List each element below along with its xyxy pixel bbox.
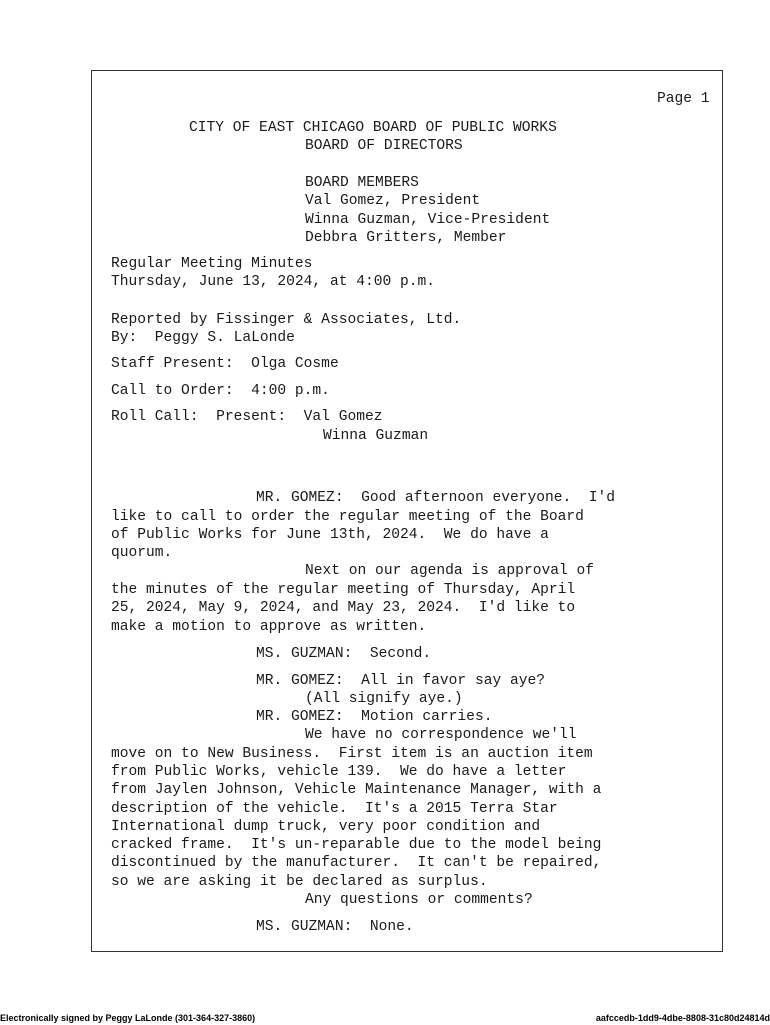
transcript-line: move on to New Business. First item is an auction item	[111, 746, 593, 762]
transcript-line: of Public Works for June 13th, 2024. We do have a	[111, 527, 549, 543]
call-to-order: Call to Order: 4:00 p.m.	[111, 383, 330, 399]
board-members-heading: BOARD MEMBERS	[305, 175, 419, 191]
board-member: Debbra Gritters, Member	[305, 230, 507, 246]
transcript-line: so we are asking it be declared as surplus.	[111, 874, 488, 890]
board-member: Winna Guzman, Vice-President	[305, 212, 551, 228]
transcript-line: the minutes of the regular meeting of Thursday, April	[111, 582, 576, 598]
board-member: Val Gomez, President	[305, 193, 481, 209]
transcript-line: cracked frame. It's un-reparable due to the model being	[111, 837, 602, 853]
transcript-line: MR. GOMEZ: All in favor say aye?	[256, 673, 546, 689]
meeting-datetime: Thursday, June 13, 2024, at 4:00 p.m.	[111, 274, 436, 290]
org-title: CITY OF EAST CHICAGO BOARD OF PUBLIC WORKS	[189, 120, 557, 136]
transcript-line: description of the vehicle. It's a 2015 Terra Star	[111, 801, 558, 817]
transcript-page	[91, 70, 723, 952]
transcript-line: International dump truck, very poor condition and	[111, 819, 541, 835]
transcript-line: Any questions or comments?	[305, 892, 533, 908]
transcript-line: 25, 2024, May 9, 2024, and May 23, 2024. I'd like to	[111, 600, 576, 616]
transcript-line: We have no correspondence we'll	[305, 727, 577, 743]
staff-present: Staff Present: Olga Cosme	[111, 356, 339, 372]
meeting-title: Regular Meeting Minutes	[111, 256, 313, 272]
transcript-line: quorum.	[111, 545, 173, 561]
roll-call-member: Winna Guzman	[323, 428, 429, 444]
board-title: BOARD OF DIRECTORS	[305, 138, 463, 154]
transcript-line: (All signify aye.)	[305, 691, 463, 707]
transcript-line: make a motion to approve as written.	[111, 619, 427, 635]
transcript-line: MR. GOMEZ: Good afternoon everyone. I'd	[256, 490, 616, 506]
transcript-line: MR. GOMEZ: Motion carries.	[256, 709, 493, 725]
reporter-by: By: Peggy S. LaLonde	[111, 330, 295, 346]
transcript-line: like to call to order the regular meeting of the Board	[111, 509, 584, 525]
transcript-line: Next on our agenda is approval of	[305, 563, 595, 579]
transcript-line: from Jaylen Johnson, Vehicle Maintenance Manager, with a	[111, 782, 602, 798]
transcript-line: MS. GUZMAN: Second.	[256, 646, 432, 662]
transcript-line: discontinued by the manufacturer. It can't be repaired,	[111, 855, 602, 871]
reporter-line: Reported by Fissinger & Associates, Ltd.	[111, 312, 462, 328]
transcript-line: MS. GUZMAN: None.	[256, 919, 414, 935]
transcript-line: from Public Works, vehicle 139. We do have a letter	[111, 764, 567, 780]
signature-footer: Electronically signed by Peggy LaLonde (301-364-327-3860)	[0, 1013, 256, 1023]
document-id-footer: aafccedb-1dd9-4dbe-8808-31c80d24814d	[595, 1013, 770, 1023]
page-number: Page 1	[657, 91, 710, 107]
roll-call: Roll Call: Present: Val Gomez	[111, 409, 383, 425]
